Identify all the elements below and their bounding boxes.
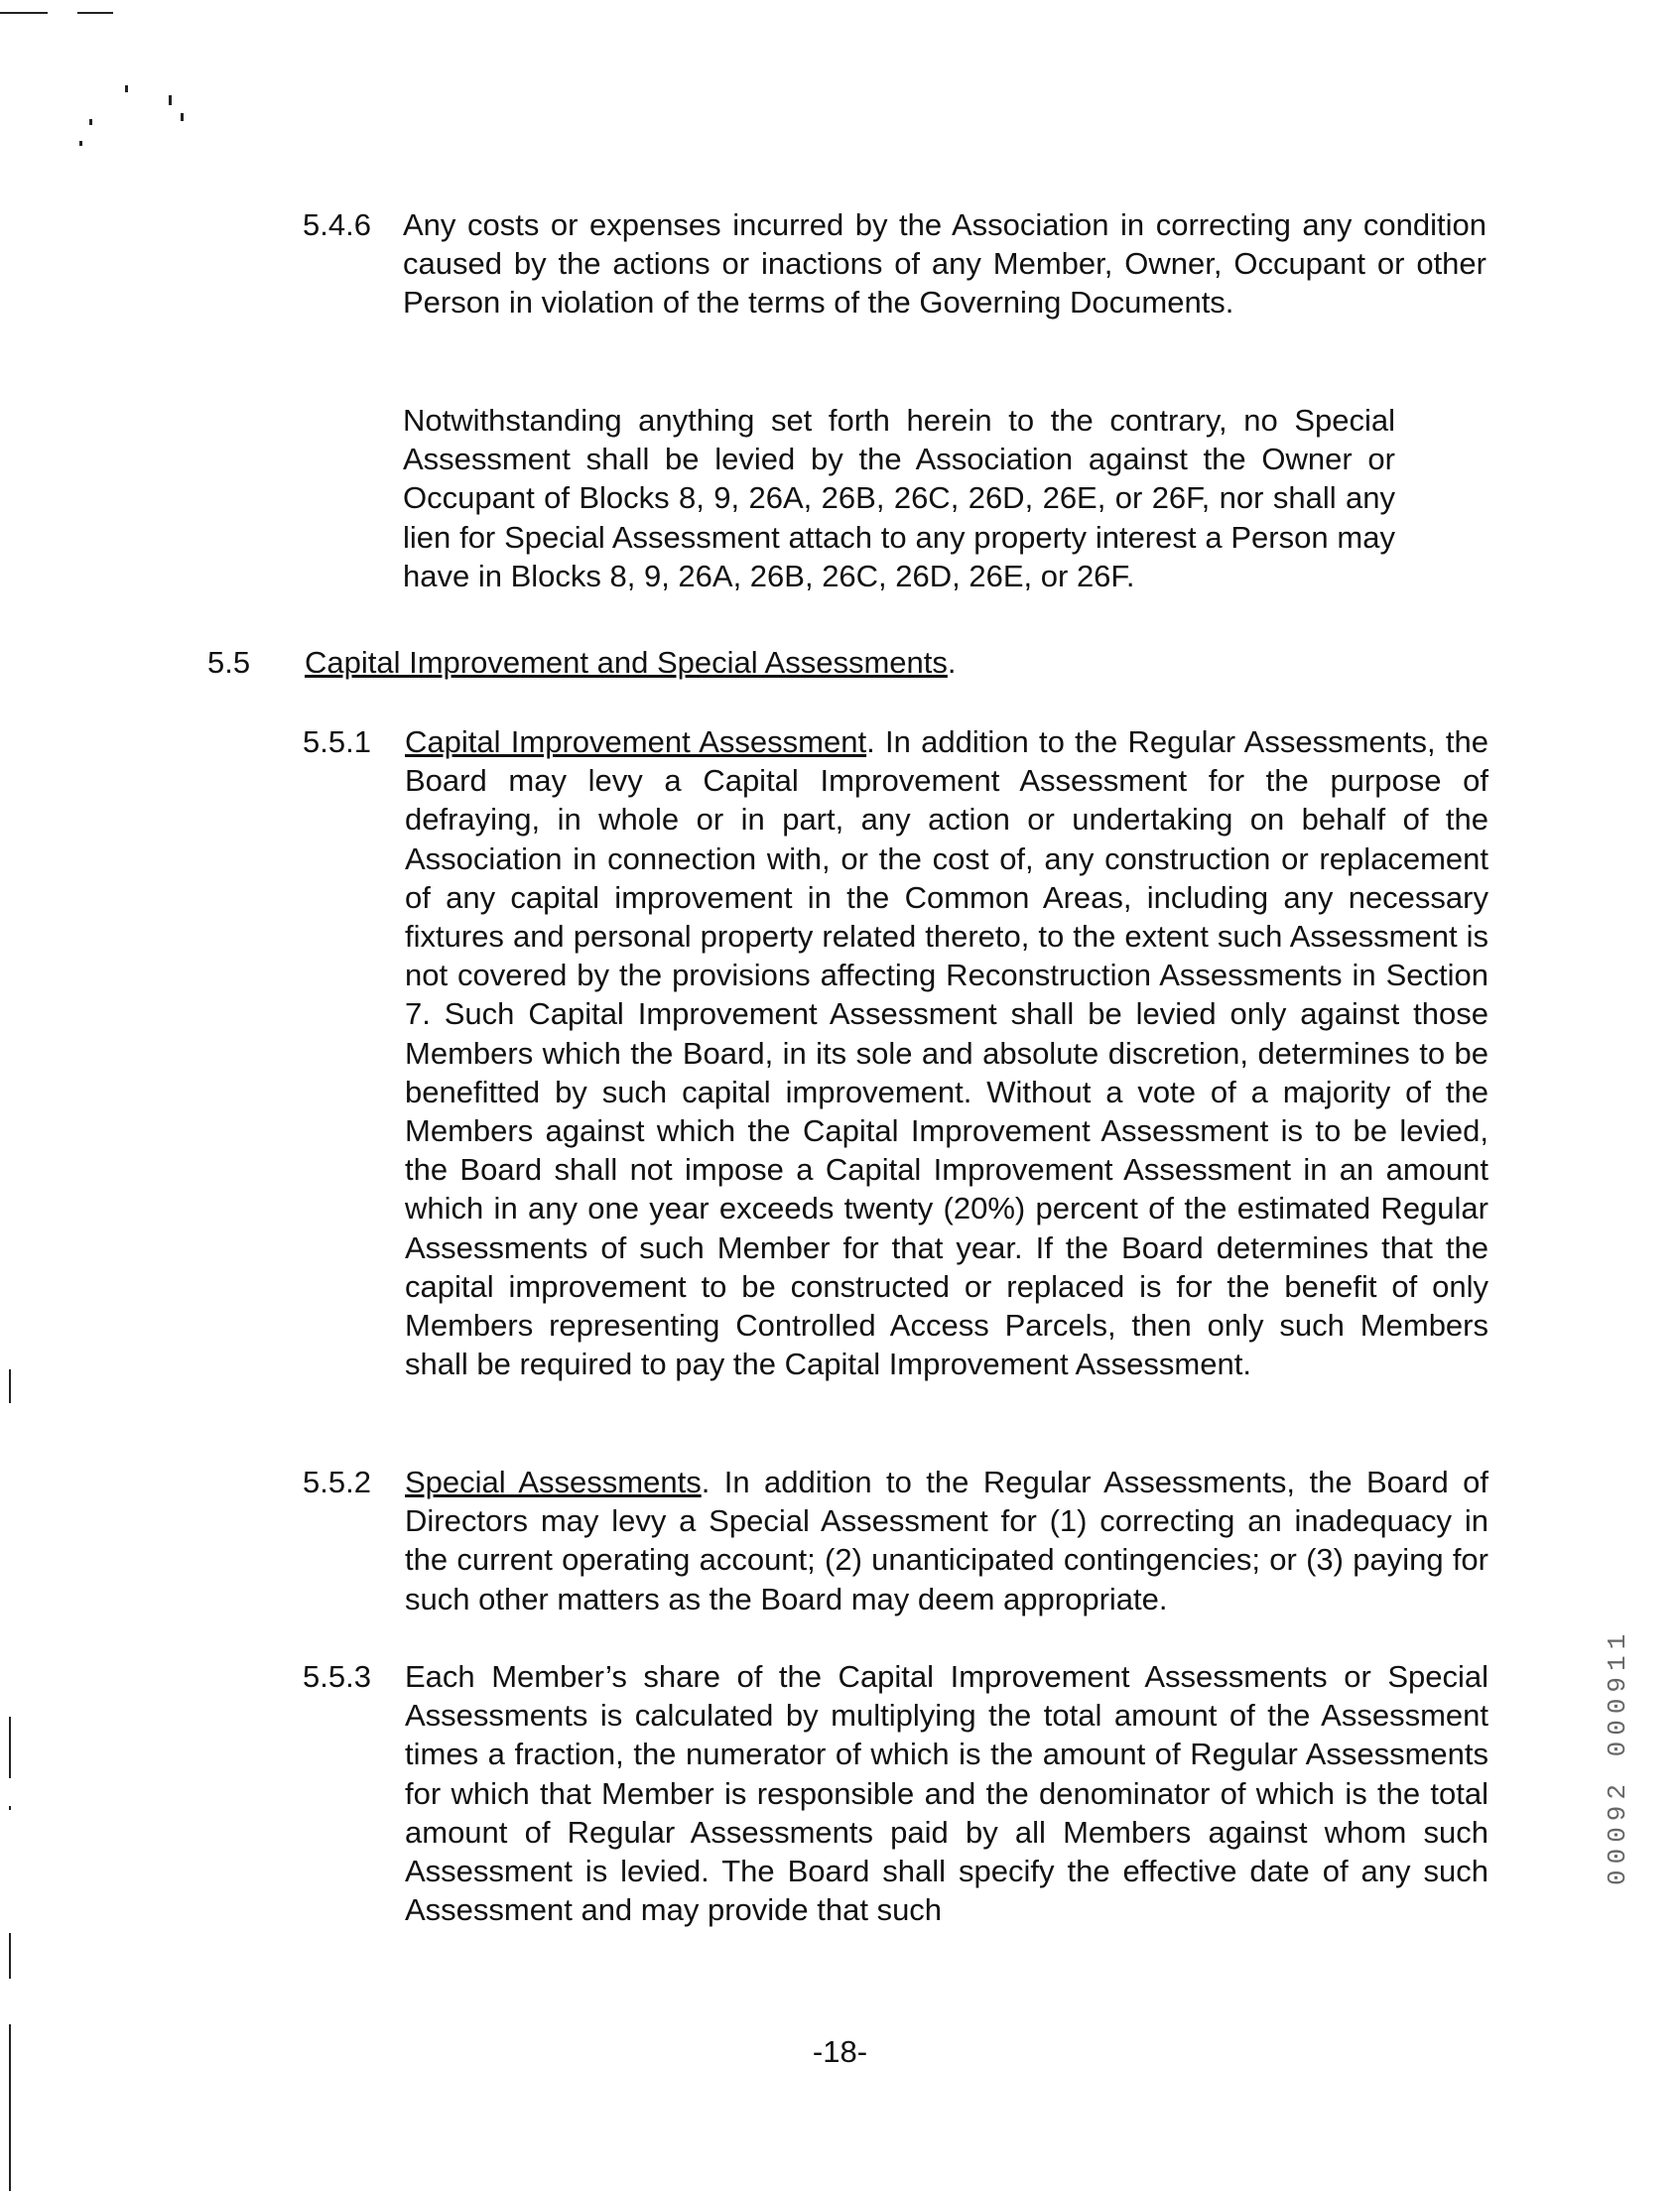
section-number-5-4-6: 5.4.6 bbox=[303, 207, 371, 242]
scan-artifact-line bbox=[9, 1717, 11, 1778]
section-number-5-5: 5.5 bbox=[207, 645, 251, 680]
section-heading-text: Capital Improvement and Special Assessments bbox=[305, 645, 948, 680]
scan-artifact-line bbox=[9, 1369, 11, 1403]
section-5-5-1-text bbox=[405, 722, 1488, 1383]
scan-artifact-dot bbox=[169, 95, 172, 105]
scan-artifact-dot bbox=[125, 85, 128, 92]
section-number-5-5-1: 5.5.1 bbox=[303, 724, 371, 759]
section-5-5-1-body: . In addition to the Regular Assessments, the Board may levy a Capital Improvement Assessment for the purpose of defraying, in whole or in part, any action or undertaking on behalf of the Association in connection with, or the cost of, any construction or replacement of any capital improvement in the Common Areas, including any necessary fixtures and personal property related thereto, to the extent such Assessment is not covered by the provisions affecting Reconstruction Assessments in Section 7. Such Capital Improvement Assessment shall be levied only against those Members which the Board, in its sole and absolute discretion, determines to be benefitted by such capital improvement. Without a vote of a majority of the Members against which the Capital Improvement Assessment is to be levied, the Board shall not impose a Capital Improvement Assessment in an amount which in any one year exceeds twenty (20%) percent of the estimated Regular Assessments of such Member for that year. If the Board determines that the capital improvement to be constructed or replaced is for the benefit of only Members representing Controlled Access Parcels, then only such Members shall be required to pay the Capital Improvement Assessment. bbox=[405, 724, 1488, 1382]
section-5-5-3-text: Each Member’s share of the Capital Improvement Assessments or Special Assessments is calculated by multiplying the total amount of the Assessment times a fraction, the numerator of which is the amount of Regular Assessments for which that Member is responsible and the denominator of which is the total amount of Regular Assessments paid by all Members against whom such Assessment is levied. The Board shall specify the effective date of any such Assessment and may provide that such bbox=[405, 1659, 1488, 1928]
scan-artifact-line bbox=[77, 12, 113, 14]
scan-artifact-dot bbox=[79, 141, 82, 146]
margin-stamp: 00092 000911 bbox=[1603, 1627, 1632, 1885]
scan-artifact-line bbox=[9, 1933, 11, 1979]
scan-artifact-dot bbox=[89, 119, 92, 125]
scan-artifact-dot bbox=[181, 113, 184, 121]
section-5-5-heading bbox=[305, 643, 1198, 682]
page-number: -18- bbox=[812, 2034, 868, 2069]
section-5-4-6-text: Any costs or expenses incurred by the Association in correcting any condition caused by the actions or inactions of any Member, Owner, Occupant or other Person in violation of the terms of the Governing Documents. bbox=[403, 207, 1486, 321]
special-assessments-title: Special Assessments bbox=[405, 1465, 702, 1499]
scan-artifact-line bbox=[0, 12, 48, 14]
section-heading-period: . bbox=[947, 645, 957, 680]
section-number-5-5-2: 5.5.2 bbox=[303, 1465, 371, 1499]
capital-improvement-assessment-title: Capital Improvement Assessment bbox=[405, 724, 867, 759]
section-5-5-2-body: . In addition to the Regular Assessments, the Board of Directors may levy a Special Assessment for (1) correcting an inadequacy in the current operating account; (2) unanticipated contingencies; or (3) paying for such other matters as the Board may deem appropriate. bbox=[405, 1465, 1488, 1616]
scan-artifact-dot bbox=[9, 1806, 11, 1810]
section-number-5-5-3: 5.5.3 bbox=[303, 1659, 371, 1694]
section-5-5-2-text bbox=[405, 1463, 1488, 1618]
notwithstanding-paragraph: Notwithstanding anything set forth herein to the contrary, no Special Assessment shall be levied by the Association against the Owner or Occupant of Blocks 8, 9, 26A, 26B, 26C, 26D, 26E, or 26F, nor shall any lien for Special Assessment attach to any property interest a Person may have in Blocks 8, 9, 26A, 26B, 26C, 26D, 26E, or 26F. bbox=[403, 403, 1395, 593]
